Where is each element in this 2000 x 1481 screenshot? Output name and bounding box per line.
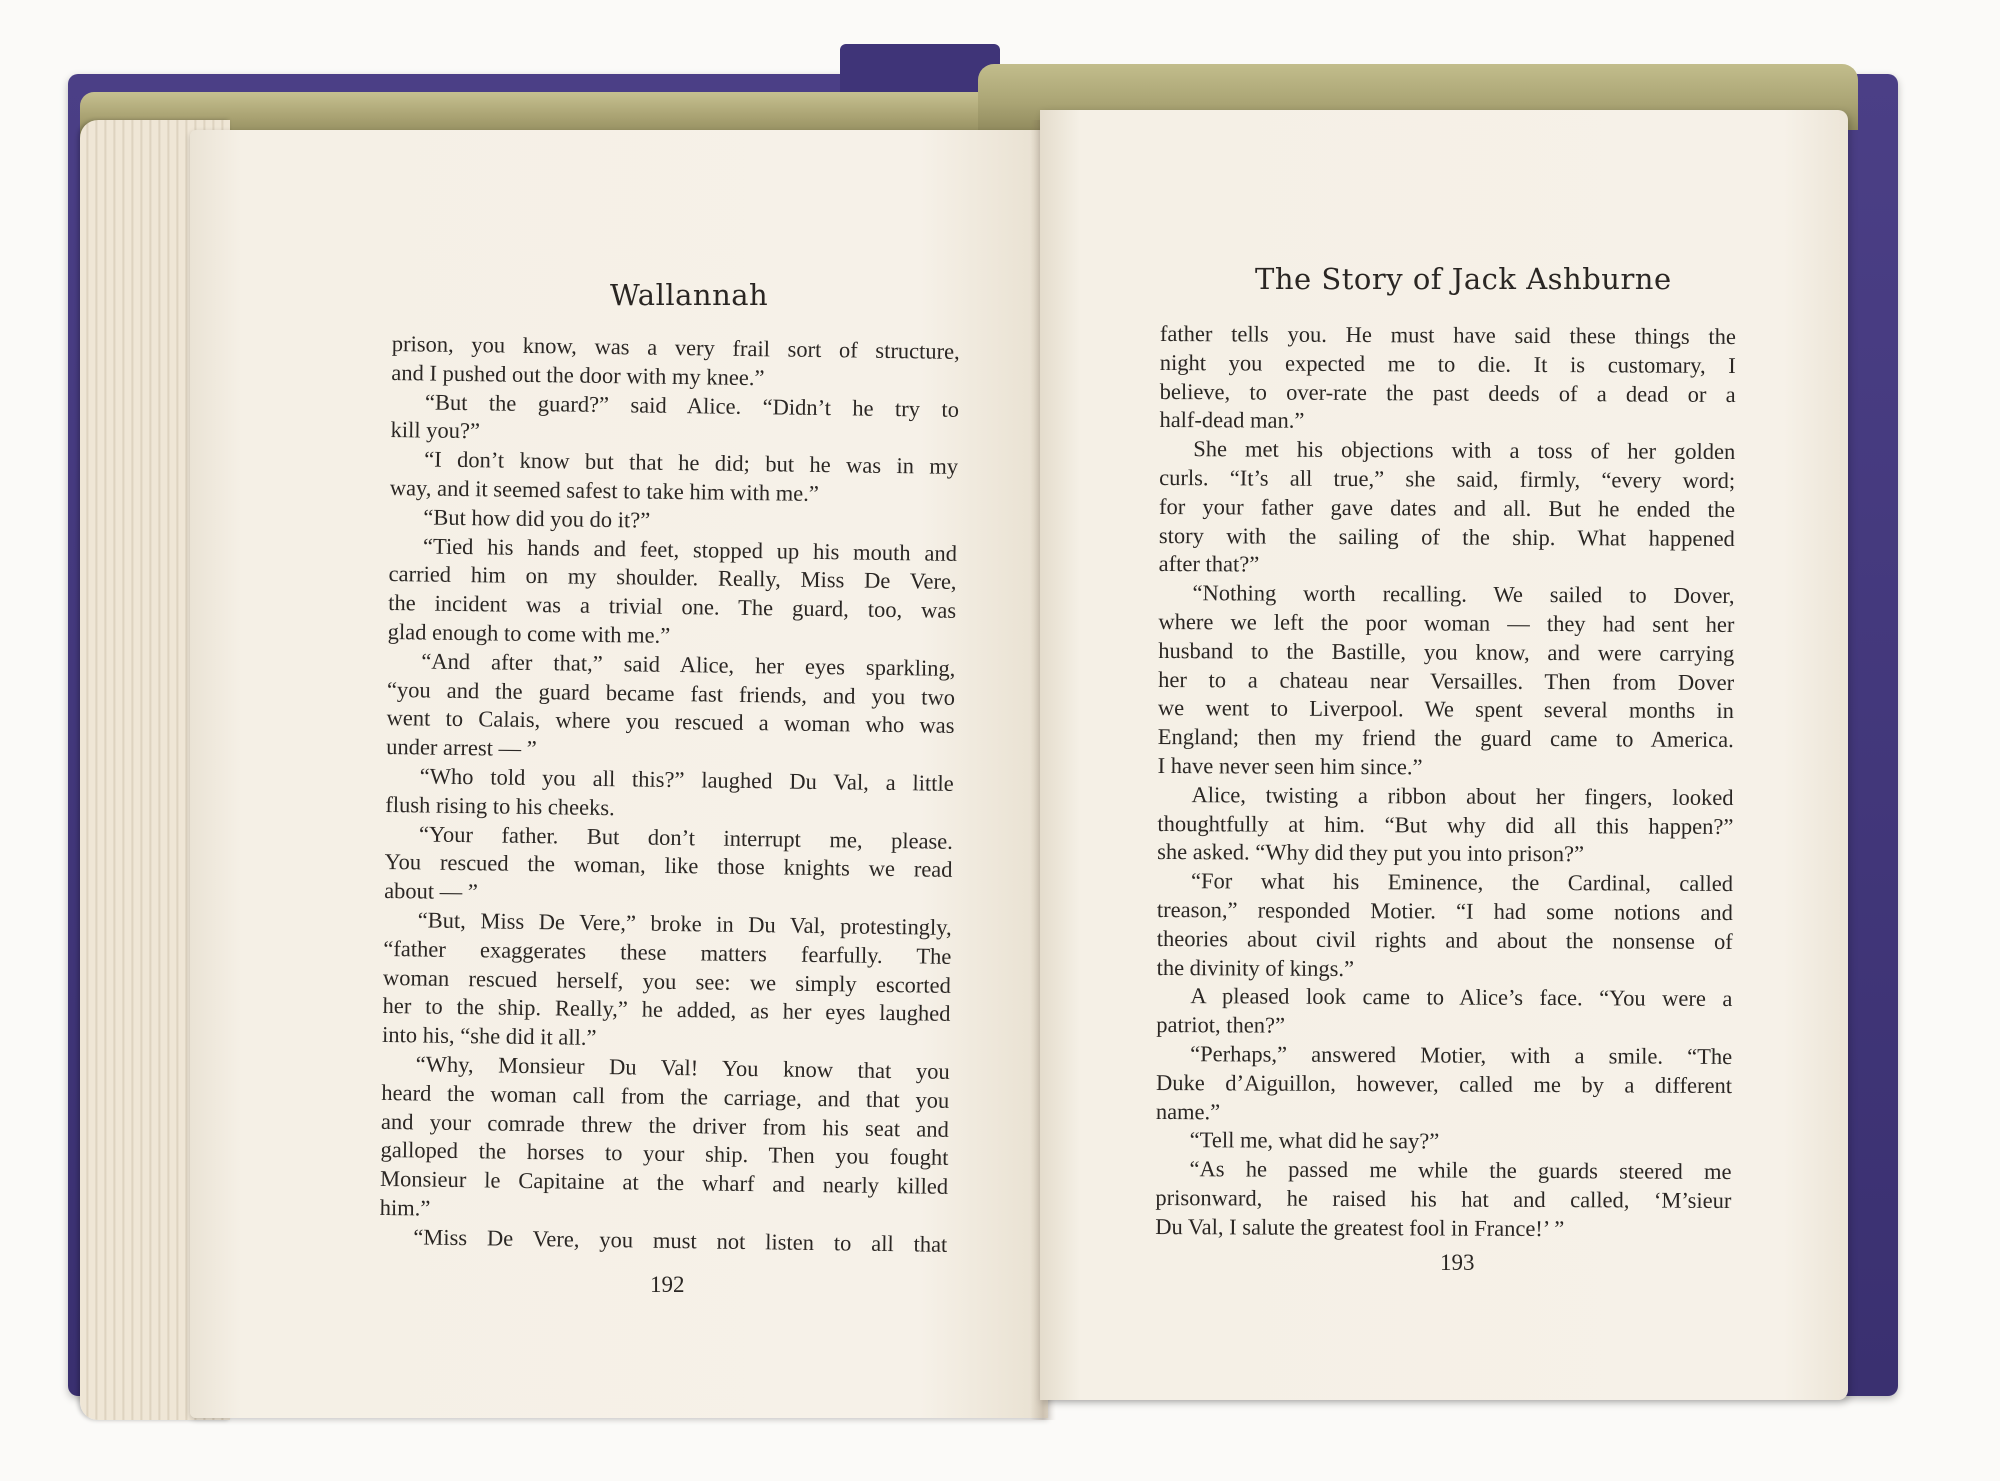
text-line: way, and it seemed safest to take him with me.” [389, 474, 819, 506]
text-line: A pleased look came to Alice’s face. “You were a [1190, 983, 1733, 1012]
text-line: Monsieur le Capitaine at the wharf and nearly killed [379, 1166, 949, 1199]
text-line: “Tied his hands and feet, stopped up his mouth and [422, 533, 958, 566]
text-line: the incident was a trivial one. The guard, too, was [388, 590, 957, 624]
text-line: the divinity of kings.” [1156, 954, 1355, 981]
text-line: thoughtfully at him. “But why did all this happen?” [1157, 810, 1734, 839]
text-line: kill you?” [390, 417, 481, 444]
text-line: curls. “It’s all true,” she said, firmly, “every word; [1159, 464, 1736, 493]
text-line: “Your father. But don’t interrupt me, please. [418, 820, 954, 854]
right-page-text [1155, 320, 1736, 1245]
left-page-text [379, 330, 960, 1259]
text-line: she asked. “Why did they put you into prison?” [1157, 839, 1585, 867]
text-line: about — ” [383, 878, 479, 905]
text-line: woman rescued herself, you see: we simply escorted [382, 964, 952, 998]
text-line: “father exaggerates these matters fearfully. The [383, 935, 952, 969]
text-line: prisonward, he raised his hat and called, ‘M’sieur [1155, 1184, 1732, 1213]
left-page-number: 192 [650, 1272, 685, 1297]
text-line: treason,” responded Motier. “I had some notions and [1156, 896, 1733, 925]
text-line: half-dead man.” [1159, 407, 1305, 434]
left-page [190, 130, 1048, 1418]
text-line: galloped the horses to your ship. Then you fought [380, 1137, 949, 1171]
text-line: under arrest — ” [386, 734, 537, 762]
text-line: Du Val, I salute the greatest fool in France!’ ” [1155, 1213, 1565, 1241]
text-line: prison, you know, was a very frail sort of structure, [391, 330, 960, 364]
text-line: night you expected me to die. It is customary, I [1159, 349, 1736, 378]
text-line: heard the woman call from the carriage, and that you [381, 1079, 950, 1113]
text-line: “Why, Monsieur Du Val! You know that you [415, 1051, 950, 1084]
text-line: Duke d’Aiguillon, however, called me by a different [1155, 1069, 1733, 1098]
text-line: flush rising to his cheeks. [385, 791, 615, 820]
text-line: husband to the Bastille, you know, and were carrying [1158, 637, 1735, 666]
text-line: where we left the poor woman — they had sent her [1158, 608, 1735, 637]
text-line: You rescued the woman, like those knights we read [384, 849, 953, 883]
text-line: believe, to over-rate the past deeds of a dead or a [1159, 378, 1736, 407]
text-line: “As he passed me while the guards steered me [1189, 1156, 1732, 1185]
text-line: “But, Miss De Vere,” broke in Du Val, protestingly, [417, 907, 952, 940]
text-line: after that?” [1158, 551, 1260, 577]
text-line: Alice, twisting a ribbon about her fingers, looked [1191, 781, 1734, 810]
text-line: carried him on my shoulder. Really, Miss De Vere, [388, 561, 957, 595]
text-line: “And after that,” said Alice, her eyes sparkling, [421, 648, 956, 681]
text-line: her to a chateau near Versailles. Then from Dover [1158, 666, 1735, 695]
text-line: “Miss De Vere, you must not listen to all that [413, 1224, 948, 1257]
text-line: I have never seen him since.” [1157, 752, 1423, 780]
text-line: “But how did you do it?” [423, 504, 651, 533]
right-running-head: The Story of Jack Ashburne [1255, 262, 1672, 296]
text-line: “For what his Eminence, the Cardinal, called [1190, 868, 1734, 897]
text-line: into his, “she did it all.” [381, 1022, 597, 1051]
text-line: “Tell me, what did he say?” [1189, 1127, 1440, 1154]
text-line: “you and the guard became fast friends, and you two [386, 676, 956, 710]
text-line: “But the guard?” said Alice. “Didn’t he try to [424, 389, 960, 422]
text-line: “Nothing worth recalling. We sailed to Dover, [1192, 580, 1735, 609]
text-line: and I pushed out the door with my knee.” [391, 359, 765, 391]
left-running-head: Wallannah [610, 278, 769, 312]
text-line: patriot, then?” [1156, 1012, 1286, 1038]
right-page-number: 193 [1440, 1250, 1475, 1275]
text-line: “Perhaps,” answered Motier, with a smile. “The [1190, 1041, 1733, 1069]
text-line: “Who told you all this?” laughed Du Val, a little [419, 763, 954, 796]
text-line: went to Calais, where you rescued a woman who was [386, 705, 955, 739]
text-line: and your comrade threw the driver from his seat and [380, 1108, 950, 1142]
text-line: we went to Liverpool. We spent several months in [1157, 695, 1735, 724]
text-line: story with the sailing of the ship. What happened [1158, 522, 1735, 551]
text-line: for your father gave dates and all. But he ended the [1158, 493, 1736, 522]
text-line: “I don’t know but that he did; but he was in my [424, 446, 959, 480]
text-line: him.” [379, 1194, 431, 1221]
text-line: England; then my friend the guard came to America. [1157, 724, 1734, 753]
text-line: father tells you. He must have said these things the [1159, 321, 1736, 350]
text-line: theories about civil rights and about the nonsense of [1156, 925, 1733, 954]
text-line: her to the ship. Really,” he added, as her eyes laughed [382, 993, 951, 1027]
text-line: glad enough to come with me.” [387, 618, 671, 648]
right-page [1040, 110, 1848, 1400]
text-line: She met his objections with a toss of her golden [1193, 436, 1736, 465]
text-line: name.” [1155, 1098, 1221, 1124]
